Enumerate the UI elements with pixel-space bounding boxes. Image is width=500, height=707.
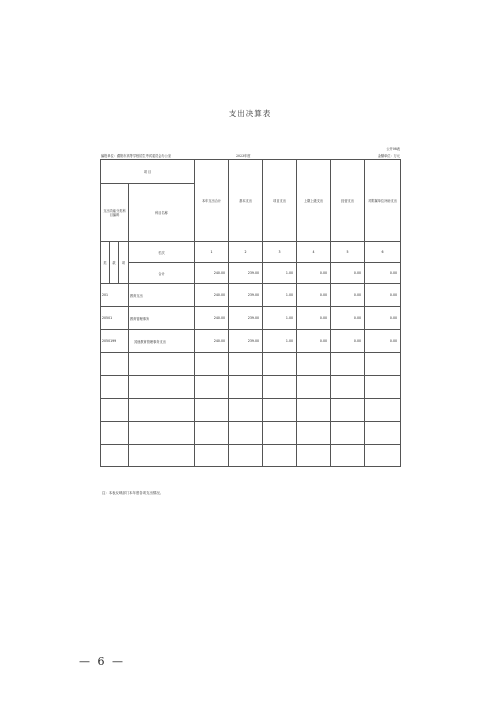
subject-name-header: 科目名称 [129, 184, 195, 242]
row-value: 1.00 [263, 284, 297, 307]
col-header-basic: 基本支出 [229, 160, 263, 242]
row-value: 0.00 [297, 284, 331, 307]
row-value: 240.00 [195, 307, 229, 330]
row-value: 0.00 [297, 330, 331, 353]
lan-row [101, 242, 401, 263]
row-value: 0.00 [365, 330, 401, 353]
header-row-project [101, 160, 401, 184]
lan-number: 4 [297, 242, 331, 263]
page-title: 支出决算表 [228, 109, 272, 118]
empty-row [101, 376, 401, 399]
total-cell: 0.00 [297, 263, 331, 284]
row-value: 0.00 [331, 330, 365, 353]
form-code: 公开08表 [386, 147, 400, 151]
expenditure-table [100, 159, 401, 467]
total-cell: 0.00 [331, 263, 365, 284]
table-row [101, 330, 401, 353]
class-label-kuan: 款 [110, 242, 119, 284]
col-header-upper: 上缴上级支出 [297, 160, 331, 242]
total-cell: 239.00 [229, 263, 263, 284]
empty-row [101, 445, 401, 467]
row-value: 0.00 [297, 307, 331, 330]
fiscal-year: 2023年度 [236, 154, 251, 158]
row-value: 0.00 [331, 284, 365, 307]
empty-row [101, 399, 401, 422]
lan-number: 2 [229, 242, 263, 263]
row-value: 239.00 [229, 307, 263, 330]
page-number: — 6 — [79, 655, 125, 668]
row-value: 0.00 [365, 307, 401, 330]
lan-number: 1 [195, 242, 229, 263]
total-row [101, 263, 401, 284]
row-name: 教育支出 [129, 284, 195, 307]
class-label-xiang: 项 [119, 242, 129, 284]
row-value: 1.00 [263, 330, 297, 353]
row-value: 0.00 [331, 307, 365, 330]
table-row [101, 284, 401, 307]
total-label: 合计 [129, 263, 195, 284]
col-header-project: 项目支出 [263, 160, 297, 242]
total-cell: 1.00 [263, 263, 297, 284]
empty-row [101, 353, 401, 376]
money-unit: 金额单位：万元 [377, 154, 400, 158]
total-cell: 240.00 [195, 263, 229, 284]
class-label-lei: 类 [101, 242, 110, 284]
row-code: 20501 [101, 307, 129, 330]
table-row [101, 307, 401, 330]
row-value: 239.00 [229, 284, 263, 307]
reporting-unit: 编报单位：濮阳市高等学校招生考试委员会办公室 [101, 154, 172, 158]
row-value: 0.00 [365, 284, 401, 307]
lan-number: 6 [365, 242, 401, 263]
project-header: 项 目 [101, 160, 195, 184]
col-header-operating: 经营支出 [331, 160, 365, 242]
lan-number: 5 [331, 242, 365, 263]
lan-label: 栏次 [129, 242, 195, 263]
total-cell: 0.00 [365, 263, 401, 284]
row-code: 2050199 [101, 330, 129, 353]
row-name: 教育管理事务 [129, 307, 195, 330]
table-note: 注：本表反映部门本年度各项支出情况。 [102, 491, 164, 495]
row-name: 其他教育管理事务支出 [129, 330, 195, 353]
row-value: 1.00 [263, 307, 297, 330]
row-code: 201 [101, 284, 129, 307]
func-code-header: 支出功能分类科目编码 [101, 184, 129, 242]
col-header-total: 本年支出合计 [195, 160, 229, 242]
lan-number: 3 [263, 242, 297, 263]
col-header-subsidiary: 对附属单位补助支出 [365, 160, 401, 242]
row-value: 239.00 [229, 330, 263, 353]
row-value: 240.00 [195, 330, 229, 353]
empty-row [101, 422, 401, 445]
row-value: 240.00 [195, 284, 229, 307]
